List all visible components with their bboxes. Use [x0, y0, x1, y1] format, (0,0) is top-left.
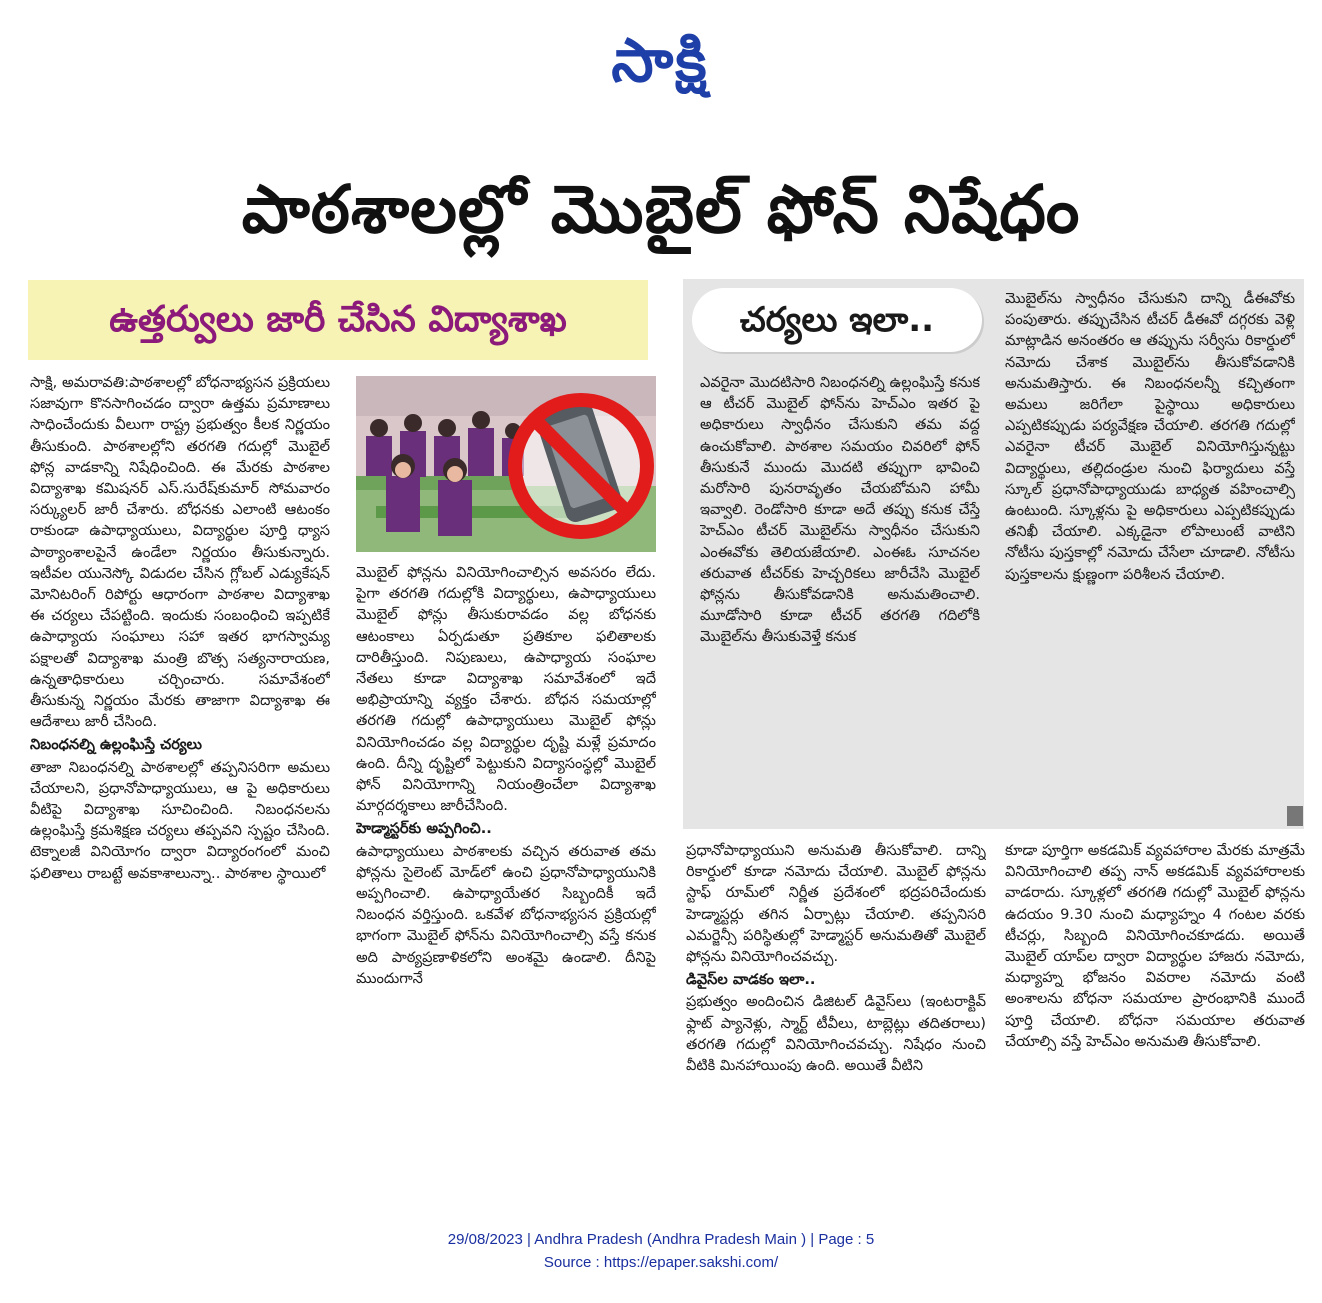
sidebar-text-right: మొబైల్‌ను స్వాధీనం చేసుకుని దాన్ని డీఈవోకు పంపుతారు. తప్పుచేసిన టీచర్ డీఈవో దగ్గరకు వెళ్లి మాట్లాడిన అనంతరం ఆ తప్పును సర్వీసు రికార్డులో నమోదు చేశాక మొబైల్‌ను తీసుకోవడానికి అనుమతిస్తారు. ఈ నిబంధనలన్నీ కచ్చితంగా అమలు జరిగేలా పైస్థాయి అధికారులు ఎప్పటికప్పుడు పర్యవేక్షణ చేయాలి. తరగతి గదుల్లో ఎవరైనా టీచర్ మొబైల్ వినియోగిస్తున్నట్టు విద్యార్థులు, తల్లిదండ్రుల నుంచి ఫిర్యాదులు వస్తే స్కూల్ ప్రధానోపాధ్యాయుడు బాధ్యత వహించాల్సి ఉంటుంది. స్కూళ్లను పై అధికారులు ఎప్పటికప్పుడు తనిఖీ చేయాలి. ఎక్కడైనా లోపాలుంటే వాటిని నోటీసు పుస్తకాల్లో నమోదు చేసేలా చూడాలి. నోటీసు పుస్తకాలను క్షుణ్ణంగా పరిశీలన చేయాలి. — [1005, 290, 1295, 583]
article-col2-text: మొబైల్ ఫోన్లను వినియోగించాల్సిన అవసరం లేదు. పైగా తరగతి గదుల్లోకి విద్యార్థులు, ఉపాధ్యాయులు మొబైల్ ఫోన్లు తీసుకురావడం వల్ల బోధనకు ఆటంకాలు ఏర్పడుతూ ప్రతికూల ఫలితాలకు దారితీస్తుంది. నిపుణులు, ఉపాధ్యాయ సంఘాల నేతలు కూడా విద్యాశాఖ సమావేశంలో ఇదే అభిప్రాయాన్ని వ్యక్తం చేశారు. బోధన సమయాల్లో తరగతి గదుల్లో ఉపాధ్యాయులు మొబైల్ ఫోన్లు వినియోగించడం వల్ల విద్యార్థుల దృష్టి మళ్లే ప్రమాదం ఉంది. దీన్ని దృష్టిలో పెట్టుకుని విద్యాసంస్థల్లో మొబైల్ ఫోన్ వినియోగాన్ని నియంత్రించేలా విద్యాశాఖ మార్గదర్శకాలు జారీచేసింది. — [356, 564, 656, 815]
footer-source-link[interactable]: Source : https://epaper.sakshi.com/ — [543, 1254, 779, 1271]
article-col2-continued: ఉపాధ్యాయులు పాఠశాలకు వచ్చిన తరువాత తమ ఫోన్లను సైలెంట్ మోడ్‌లో ఉంచి ప్రధానోపాధ్యాయునికి అప్పగించాలి. ఉపాధ్యాయేతర సిబ్బందికీ ఇదే నిబంధన వర్తిస్తుంది. ఒకవేళ బోధనాభ్యసన ప్రక్రియల్లో భాగంగా మొబైల్ ఫోన్‌ను వినియోగించాల్సి వస్తే కనుక అది పాఠ్యప్రణాళికలోని అంశమై ఉండాలి. దీనిపై ముందుగానే — [356, 842, 656, 987]
corner-mark — [1287, 806, 1303, 826]
subheading-device-usage: డివైస్‌ల వాడకం ఇలా.. — [686, 971, 816, 989]
article-column-4 — [1005, 840, 1305, 1197]
article-col3-text: ప్రధానోపాధ్యాయుని అనుమతి తీసుకోవాలి. దాన్ని రికార్డులో కూడా నమోదు చేయాలి. మొబైల్ ఫోన్లను స్టాఫ్ రూమ్‌లో నిర్ణీత ప్రదేశంలో భద్రపరిచేందుకు హెడ్మాస్టర్లు తగిన ఏర్పాట్లు చేయాలి. తప్పనిసరి ఎమర్జెన్సీ పరిస్థితుల్లో హెడ్మాస్టర్ అనుమతితో మొబైల్ ఫోన్లను వినియోగించవచ్చు. — [686, 842, 986, 966]
article-col1-continued: తాజా నిబంధనల్ని పాఠశాలల్లో తప్పనిసరిగా అమలు చేయాలని, ప్రధానోపాధ్యాయులు, ఆ పై అధికారులు వీటిపై విద్యాశాఖ సూచించింది. నిబంధనలను ఉల్లంఘిస్తే క్రమశిక్షణ చర్యలు తప్పవని స్పష్టం చేసింది. టెక్నాలజీ వినియోగం ద్వారా విద్యారంగంలో మంచి ఫలితాలు రాబట్టే అవకాశాలున్నా.. పాఠశాల స్థాయిలో — [30, 758, 330, 882]
subheading-violation-action: నిబంధనల్ని ఉల్లంఘిస్తే చర్యలు — [30, 736, 202, 754]
sidebar-column-left — [700, 372, 980, 812]
footer-date-edition: 29/08/2023 | Andhra Pradesh (Andhra Pradesh Main ) | Page : 5 — [447, 1231, 875, 1248]
sidebar-column-right — [1005, 288, 1295, 808]
subheading-handover-to-headmaster: హెడ్మాస్టర్‌కు అప్పగించి.. — [356, 820, 492, 838]
no-mobile-phone-illustration — [356, 376, 656, 552]
subheadline: ఉత్తర్వులు జారీ చేసిన విద్యాశాఖ — [109, 299, 567, 340]
article-column-3 — [686, 840, 986, 1197]
sidebar-text-left: ఎవరైనా మొదటిసారి నిబంధనల్ని ఉల్లంఘిస్తే కనుక ఆ టీచర్ మొబైల్ ఫోన్‌ను హెచ్ఎం ఇతర పై అధికారులు స్వాధీనం చేసుకుని తమ వద్ద ఉంచుకోవాలి. పాఠశాల సమయం చివరిలో ఫోన్ తీసుకునే ముందు మొదటి తప్పుగా భావించి మరోసారి పునరావృతం చేయబోమని హామీ ఇవ్వాలి. రెండోసారి కూడా అదే తప్పు కనుక చేస్తే హెచ్ఎం టీచర్ మొబైల్‌ను స్వాధీనం చేసుకుని ఎంఈవోకు తెలియజేయాలి. ఎంఈఓ సూచనల తరువాత టీచర్‌కు హెచ్చరికలు జారీచేసి మొబైల్ ఫోన్లను తీసుకోవడానికి అనుమతించాలి. మూడోసారి కూడా టీచర్ తరగతి గదిలోకి మొబైల్‌ను తీసుకువెళ్తే కనుక — [700, 374, 980, 646]
article-col3-continued: ప్రభుత్వం అందించిన డిజిటల్ డివైస్‌లు (ఇంటరాక్టివ్ ఫ్లాట్ ప్యానెళ్లు, స్మార్ట్ టీవీలు, టాబ్లెట్లు తదితరాలు) తరగతి గదుల్లో వినియోగించవచ్చు. నిషేధం నుంచి వీటికి మినహాయింపు ఉంది. అయితే వీటిని — [686, 993, 986, 1075]
classroom-photo — [356, 376, 656, 552]
article-column-2 — [356, 562, 656, 1197]
sidebar-title: చర్యలు ఇలా.. — [739, 300, 935, 340]
headline: పాఠశాలల్లో మొబైల్ ఫోన్ నిషేధం — [241, 171, 1081, 248]
article-column-1 — [30, 372, 330, 1197]
article-intro: సాక్షి, అమరావతి:పాఠశాలల్లో బోధనాభ్యసన ప్రక్రియలు సజావుగా కొనసాగించడం ద్వారా ఉత్తమ ప్రమాణాలు సాధించేందుకు వీలుగా రాష్ట్ర ప్రభుత్వం కీలక నిర్ణయం తీసుకుంది. పాఠశాలల్లోని తరగతి గదుల్లో మొబైల్ ఫోన్ల వాడకాన్ని నిషేధించింది. ఈ మేరకు పాఠశాల విద్యాశాఖ కమిషనర్ ఎస్.సురేష్‌కుమార్ సోమవారం సర్క్యులర్ జారీ చేశారు. బోధనకు ఎలాంటి ఆటంకం రాకుండా ఉపాధ్యాయులు, విద్యార్థుల పూర్తి ధ్యాస పాఠ్యాంశాలపైనే ఉండేలా నిర్ణయం తీసుకున్నారు. ఇటీవల యునెస్కో విడుదల చేసిన గ్లోబల్ ఎడ్యుకేషన్ మోనిటరింగ్ రిపోర్టు ఆధారంగా పాఠశాల విద్యాశాఖ ఈ చర్యలు చేపట్టింది. ఇందుకు సంబంధించి ఇప్పటికే ఉపాధ్యాయ సంఘాలు సహా ఇతర భాగస్వామ్య పక్షాలతో విద్యాశాఖ మంత్రి బొత్స సత్యనారాయణ, ఉన్నతాధికారులు చర్చించారు. సమావేశంలో తీసుకున్న నిర్ణయం మేరకు తాజాగా విద్యాశాఖ ఈ ఆదేశాలు జారీ చేసింది. — [30, 374, 330, 731]
article-col4-text: కూడా పూర్తిగా అకడమిక్ వ్యవహారాల మేరకు మాత్రమే వినియోగించాలి తప్ప నాన్ అకడమిక్ వ్యవహారాలకు వాడరాదు. స్కూళ్లలో తరగతి గదుల్లో మొబైల్ ఫోన్లను ఉదయం 9.30 నుంచి మధ్యాహ్నం 4 గంటల వరకు టీచర్లు, సిబ్బంది వినియోగించకూడదు. అయితే మొబైల్ యాప్‌ల ద్వారా విద్యార్థుల హాజరు నమోదు, మధ్యాహ్న భోజనం వివరాల నమోదు వంటి అంశాలను బోధనా సమయాల ప్రారంభానికి ముందే పూర్తి చేయాలి. బోధనా సమయాల తరువాత చేయాల్సి వస్తే హెచ్ఎం అనుమతి తీసుకోవాలి. — [1005, 842, 1305, 1050]
sakshi-logo: సాక్షి — [611, 26, 709, 96]
